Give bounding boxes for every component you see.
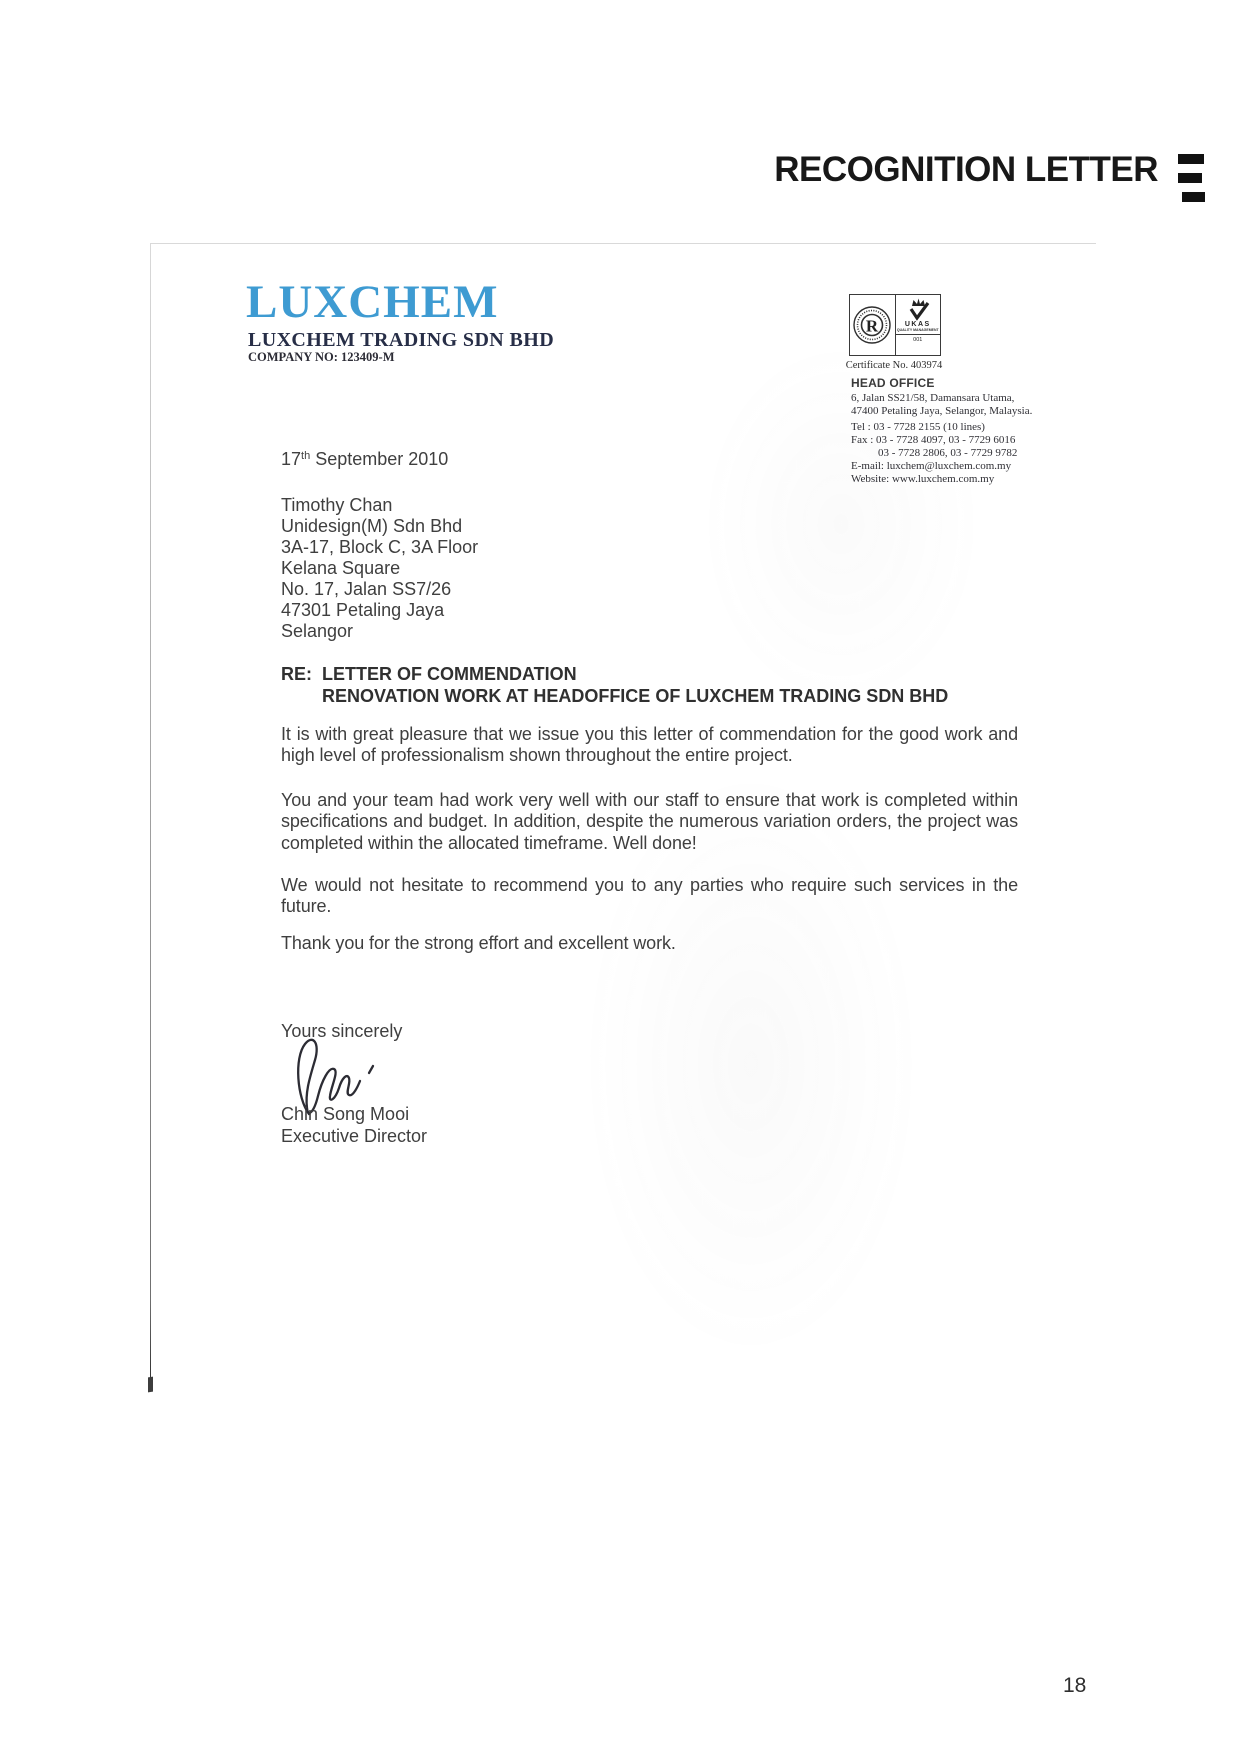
section-title: RECOGNITION LETTER [774, 150, 1158, 189]
lrqa-certification-logo [850, 295, 895, 355]
head-office-fax2: 03 - 7728 2806, 03 - 7729 9782 [878, 447, 1018, 459]
signatory-name: Chin Song Mooi [281, 1104, 410, 1124]
section-banner [774, 152, 1205, 202]
body-paragraph: You and your team had work very well with our staff to ensure that work is completed within specifications and budget. In addition, despite the numerous variation orders, the project was completed within the allocated timeframe. Well done! [281, 790, 1018, 853]
page-number: 18 [1063, 1674, 1087, 1697]
recipient-line: 47301 Petaling Jaya [281, 600, 445, 620]
body-paragraph: Thank you for the strong effort and excellent work. [281, 933, 676, 953]
head-office-website: Website: www.luxchem.com.my [851, 473, 995, 485]
subject-line: LETTER OF COMMENDATION [322, 664, 577, 684]
body-paragraph: We would not hesitate to recommend you to any parties who require such services in the future. [281, 875, 1018, 917]
ukas-label: UKAS [904, 321, 931, 328]
recipient-line: 3A-17, Block C, 3A Floor [281, 537, 479, 557]
letter-sheet [150, 243, 1096, 1390]
company-number: COMPANY NO: 123409-M [248, 350, 395, 364]
body-paragraph: It is with great pleasure that we issue you this letter of commendation for the good work and high level of professionalism shown throughout the entire project. [281, 724, 1018, 766]
head-office-address-line: 6, Jalan SS21/58, Damansara Utama, [851, 392, 1015, 404]
scan-corner-mark [148, 1377, 153, 1393]
subject-label: RE: [281, 664, 312, 684]
svg-text:R: R [866, 316, 879, 336]
recipient-line: Timothy Chan [281, 495, 393, 515]
ukas-code: 001 [896, 334, 941, 343]
luxchem-logo: LUXCHEM [246, 276, 499, 328]
menu-bars-icon [1178, 154, 1205, 202]
head-office-address-line: 47400 Petaling Jaya, Selangor, Malaysia. [851, 405, 1033, 417]
letter-date: 17th September 2010 [281, 449, 449, 469]
date-ordinal: th [301, 450, 311, 462]
head-office-tel: Tel : 03 - 7728 2155 (10 lines) [851, 421, 985, 433]
recipient-line: No. 17, Jalan SS7/26 [281, 579, 452, 599]
crown-check-icon [904, 297, 932, 321]
signatory-title: Executive Director [281, 1126, 428, 1146]
company-name: LUXCHEM TRADING SDN BHD [248, 329, 555, 351]
head-office-fax: Fax : 03 - 7728 4097, 03 - 7729 6016 [851, 434, 1016, 446]
signatory-block [281, 1103, 427, 1147]
certificate-number: Certificate No. 403974 [845, 360, 943, 371]
certification-box [849, 294, 941, 356]
recipient-line: Selangor [281, 621, 354, 641]
subject-block [281, 663, 948, 707]
subject-line: RENOVATION WORK AT HEADOFFICE OF LUXCHEM TRADING SDN BHD [322, 686, 949, 706]
recipient-line: Kelana Square [281, 558, 401, 578]
recipient-line: Unidesign(M) Sdn Bhd [281, 516, 463, 536]
ukas-certification-logo [895, 295, 941, 355]
ukas-sublabel: QUALITY MANAGEMENT [896, 328, 939, 332]
recipient-address [281, 495, 478, 642]
closing-salutation: Yours sincerely [281, 1021, 403, 1041]
head-office-email: E-mail: luxchem@luxchem.com.my [851, 460, 1012, 472]
head-office-block [851, 377, 1081, 486]
head-office-heading: HEAD OFFICE [851, 376, 935, 390]
